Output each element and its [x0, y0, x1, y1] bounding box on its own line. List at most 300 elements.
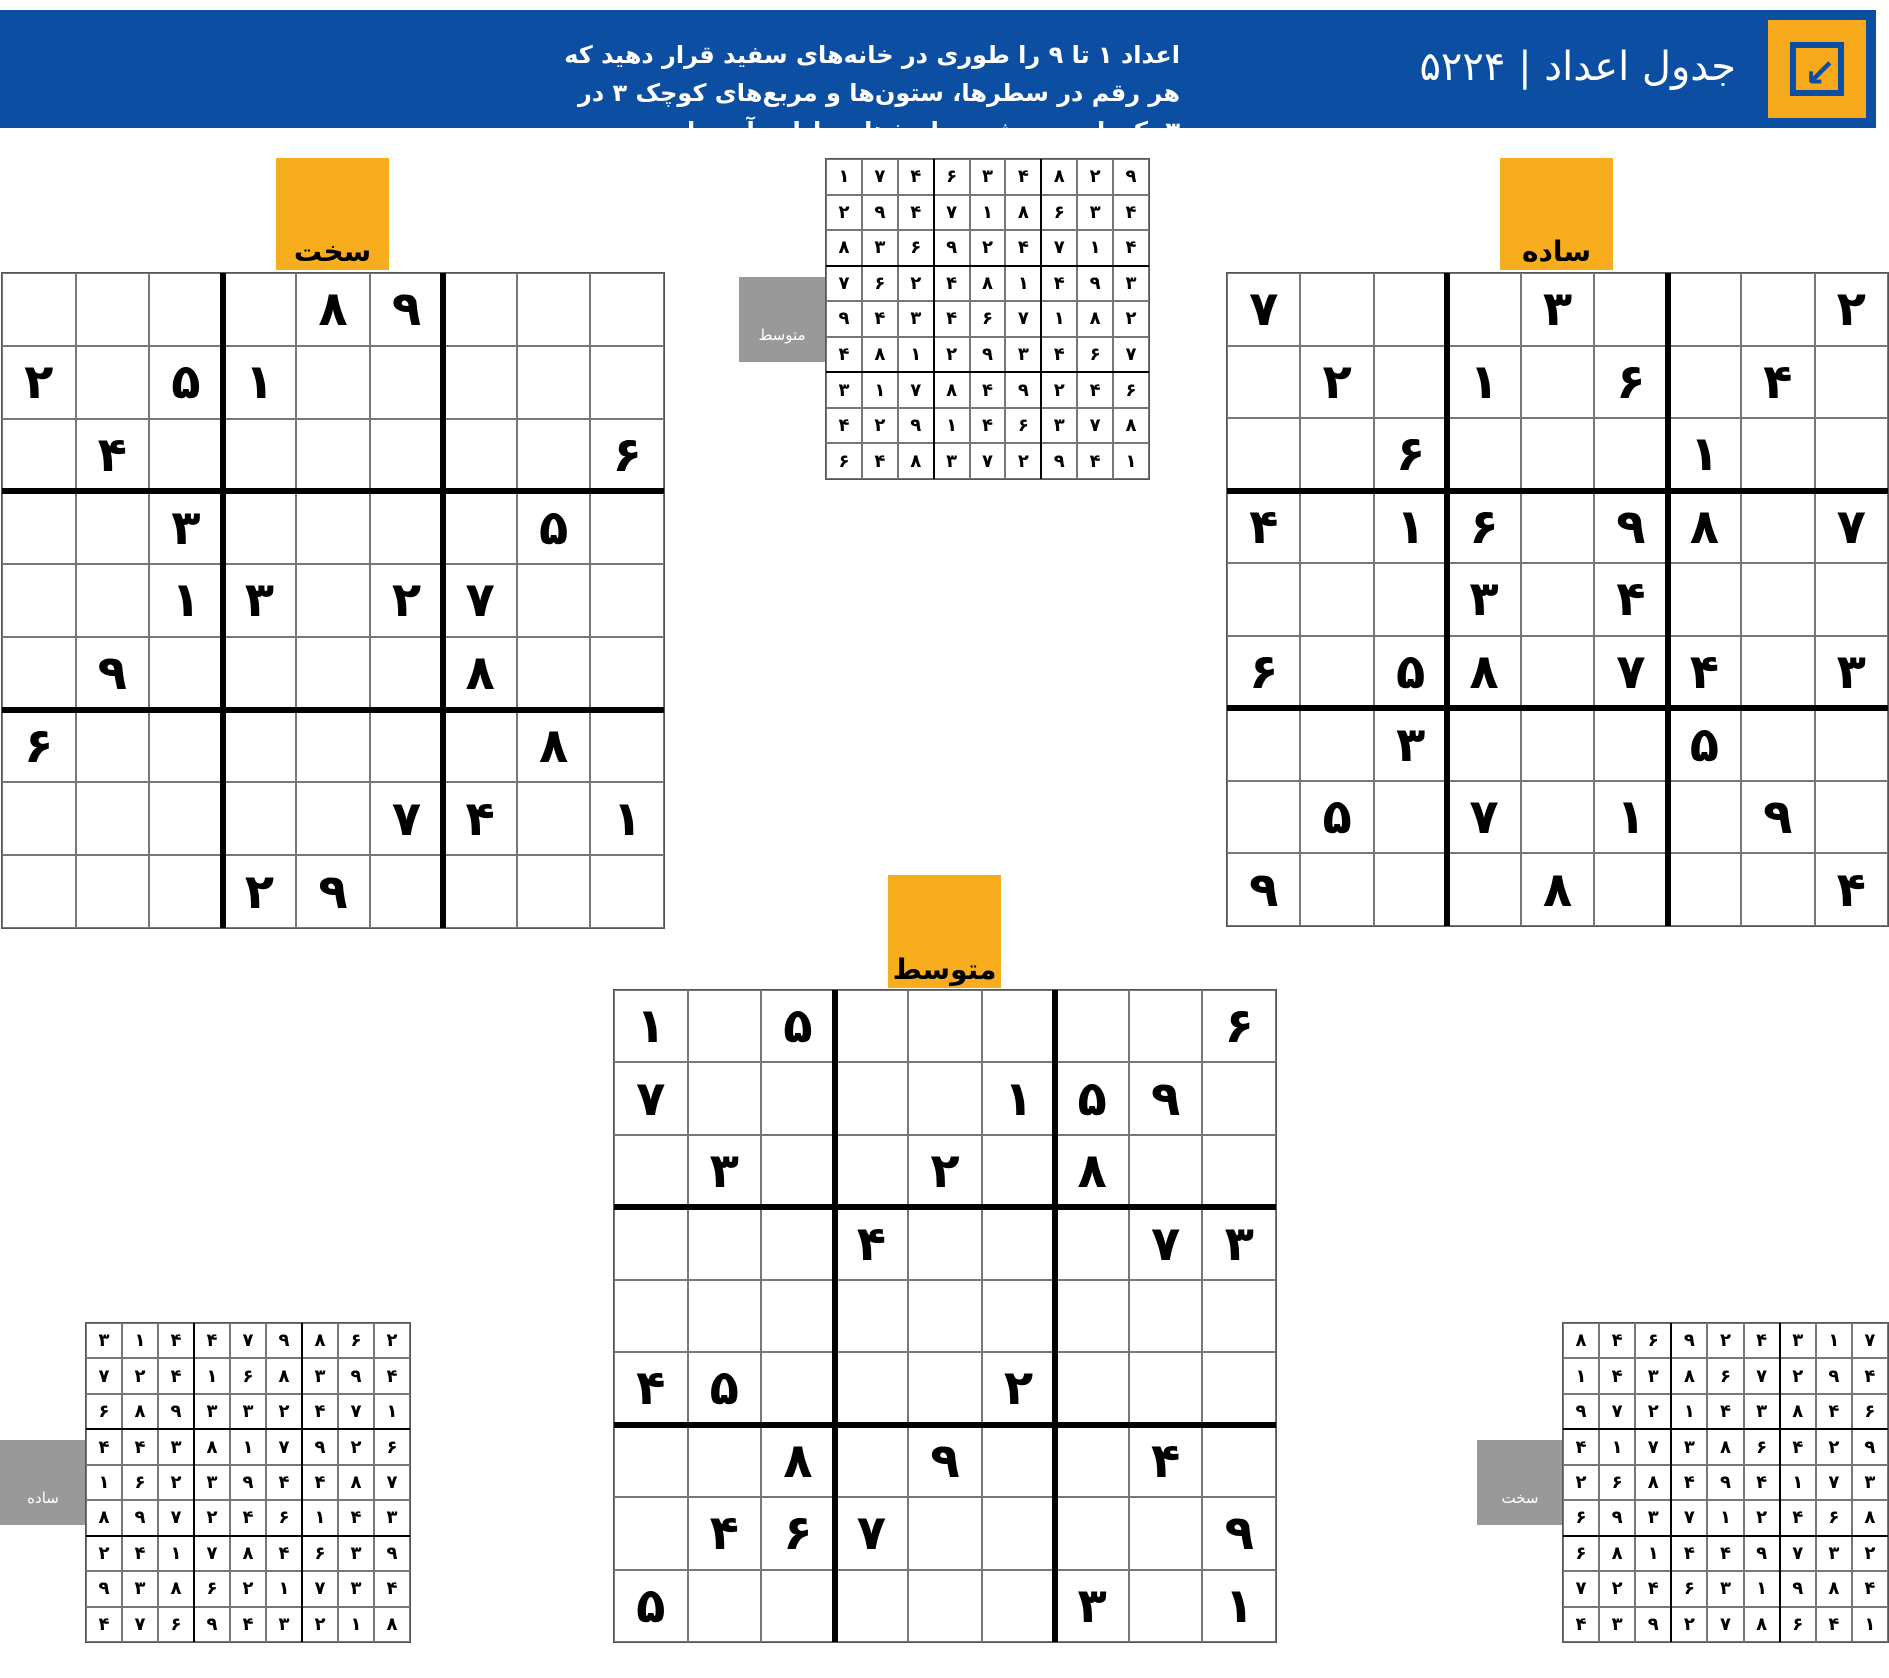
medium-puzzle-cell [1129, 1352, 1203, 1424]
answer-medium-cell: ۸ [862, 337, 898, 373]
answer-medium-cell: ۴ [826, 337, 862, 373]
answer-easy-cell: ۲ [302, 1607, 338, 1642]
hard-puzzle-cell [517, 637, 591, 710]
box-divider-horizontal [86, 1428, 410, 1430]
medium-puzzle-cell [1202, 1135, 1276, 1207]
answer-easy-cell: ۲ [158, 1465, 194, 1500]
box-divider-horizontal [1563, 1428, 1888, 1430]
easy-puzzle-cell [1668, 853, 1741, 926]
medium-puzzle-cell [1129, 1570, 1203, 1642]
hard-puzzle-cell [149, 273, 223, 346]
hard-puzzle-cell [370, 855, 444, 928]
medium-puzzle-cell: ۷ [835, 1497, 909, 1569]
medium-puzzle-cell: ۵ [688, 1352, 762, 1424]
box-divider-vertical [301, 1323, 303, 1642]
hard-puzzle-cell: ۸ [517, 710, 591, 783]
answer-hard-cell: ۴ [1852, 1358, 1888, 1393]
medium-puzzle-cell [908, 1280, 982, 1352]
answer-medium-cell: ۶ [1113, 372, 1149, 408]
box-divider-horizontal [614, 1422, 1276, 1428]
box-divider-horizontal [826, 265, 1149, 267]
hard-puzzle-cell [296, 564, 370, 637]
answer-hard-cell: ۸ [1780, 1394, 1816, 1429]
hard-puzzle-cell: ۶ [2, 710, 76, 783]
medium-puzzle-cell [1202, 1280, 1276, 1352]
answer-easy-cell: ۶ [86, 1394, 122, 1429]
answer-hard-cell: ۶ [1816, 1500, 1852, 1535]
hard-puzzle-cell [296, 637, 370, 710]
hard-puzzle-cell [223, 419, 297, 492]
easy-puzzle-cell [1815, 708, 1888, 781]
answer-hard-cell: ۲ [1599, 1571, 1635, 1606]
answer-medium-cell: ۷ [1077, 408, 1113, 444]
medium-puzzle-cell [1202, 1352, 1276, 1424]
medium-puzzle-cell [688, 1207, 762, 1279]
medium-puzzle-cell [1055, 1497, 1129, 1569]
answer-medium-cell: ۹ [1041, 443, 1077, 479]
answer-easy-cell: ۱ [374, 1394, 410, 1429]
medium-puzzle-cell: ۴ [835, 1207, 909, 1279]
answer-medium-cell: ۴ [1113, 230, 1149, 266]
medium-puzzle-cell: ۳ [688, 1135, 762, 1207]
answer-easy-cell: ۲ [230, 1571, 266, 1606]
answer-hard-cell: ۹ [1852, 1429, 1888, 1464]
hard-puzzle-cell [296, 346, 370, 419]
hard-puzzle-cell: ۶ [590, 419, 664, 492]
answer-easy-cell: ۴ [86, 1607, 122, 1642]
answer-easy-cell: ۴ [266, 1536, 302, 1571]
answer-medium-cell: ۱ [826, 159, 862, 195]
answer-hard-cell: ۷ [1563, 1571, 1599, 1606]
easy-puzzle-cell: ۴ [1594, 563, 1667, 636]
hard-puzzle-cell [443, 346, 517, 419]
answer-hard-cell: ۱ [1852, 1607, 1888, 1642]
answer-medium-cell: ۳ [862, 230, 898, 266]
answer-medium-cell: ۴ [1077, 372, 1113, 408]
medium-puzzle-cell: ۶ [1202, 990, 1276, 1062]
box-divider-vertical [933, 159, 935, 479]
answer-medium-label: متوسط [739, 277, 825, 362]
medium-puzzle-cell [1129, 1280, 1203, 1352]
answer-hard-cell: ۷ [1780, 1536, 1816, 1571]
answer-hard-cell: ۴ [1744, 1323, 1780, 1358]
easy-puzzle-cell [1300, 273, 1373, 346]
medium-puzzle-grid [613, 989, 1277, 1643]
medium-puzzle-cell [688, 1280, 762, 1352]
answer-medium-cell: ۷ [970, 443, 1006, 479]
answer-hard-cell: ۸ [1671, 1358, 1707, 1393]
box-divider-horizontal [2, 707, 664, 713]
hard-puzzle-cell [2, 855, 76, 928]
easy-puzzle-cell [1741, 853, 1814, 926]
hard-puzzle-cell [223, 491, 297, 564]
hard-puzzle-cell [370, 637, 444, 710]
answer-hard-cell: ۲ [1780, 1358, 1816, 1393]
logo [1768, 20, 1866, 118]
answer-easy-cell: ۶ [338, 1323, 374, 1358]
answer-hard-cell: ۶ [1671, 1571, 1707, 1606]
hard-puzzle-cell [223, 637, 297, 710]
answer-hard-cell: ۴ [1780, 1500, 1816, 1535]
easy-puzzle-cell [1374, 563, 1447, 636]
answer-medium-cell: ۹ [862, 195, 898, 231]
easy-puzzle-cell: ۹ [1227, 853, 1300, 926]
answer-hard-cell: ۳ [1852, 1465, 1888, 1500]
hard-puzzle-cell [296, 419, 370, 492]
hard-puzzle-cell [296, 491, 370, 564]
answer-medium-cell: ۱ [1041, 301, 1077, 337]
easy-puzzle-cell [1668, 781, 1741, 854]
answer-medium-cell: ۶ [826, 443, 862, 479]
hard-puzzle-cell: ۲ [223, 855, 297, 928]
box-divider-vertical [1040, 159, 1042, 479]
hard-puzzle-cell: ۲ [2, 346, 76, 419]
answer-easy-cell: ۹ [86, 1571, 122, 1606]
answer-easy-cell: ۱ [230, 1429, 266, 1464]
hard-puzzle-cell [149, 782, 223, 855]
arrow-down-left-icon: ↙ [1790, 42, 1844, 96]
hard-puzzle-cell [370, 346, 444, 419]
answer-easy-cell: ۳ [374, 1500, 410, 1535]
answer-medium-cell: ۴ [970, 408, 1006, 444]
hard-puzzle-cell [370, 491, 444, 564]
answer-medium-cell: ۱ [862, 372, 898, 408]
easy-puzzle-cell [1374, 273, 1447, 346]
answer-medium-cell: ۳ [934, 443, 970, 479]
medium-puzzle-cell [761, 1062, 835, 1134]
easy-puzzle-cell [1521, 781, 1594, 854]
easy-puzzle-cell [1300, 636, 1373, 709]
answer-hard-cell: ۴ [1599, 1358, 1635, 1393]
hard-puzzle-cell [76, 710, 150, 783]
hard-puzzle-cell [149, 710, 223, 783]
hard-puzzle-cell [149, 419, 223, 492]
medium-puzzle-cell [761, 1135, 835, 1207]
answer-hard-cell: ۹ [1707, 1465, 1743, 1500]
answer-medium-cell: ۶ [862, 266, 898, 302]
hard-puzzle-cell [2, 491, 76, 564]
medium-puzzle-cell: ۶ [761, 1497, 835, 1569]
easy-puzzle-cell [1815, 781, 1888, 854]
answer-hard-cell: ۶ [1744, 1429, 1780, 1464]
answer-hard-cell: ۸ [1707, 1429, 1743, 1464]
answer-hard-cell: ۷ [1744, 1358, 1780, 1393]
answer-hard-cell: ۹ [1780, 1571, 1816, 1606]
answer-easy-cell: ۳ [230, 1394, 266, 1429]
hard-puzzle-cell [370, 710, 444, 783]
answer-easy-cell: ۳ [266, 1607, 302, 1642]
answer-hard-cell: ۳ [1780, 1323, 1816, 1358]
easy-puzzle-cell [1741, 491, 1814, 564]
easy-puzzle-cell [1594, 418, 1667, 491]
medium-puzzle-cell [1055, 1425, 1129, 1497]
answer-easy-cell: ۹ [158, 1394, 194, 1429]
answer-hard-cell: ۱ [1816, 1323, 1852, 1358]
easy-puzzle-cell [1374, 781, 1447, 854]
answer-easy-cell: ۴ [302, 1465, 338, 1500]
easy-puzzle-cell: ۴ [1668, 636, 1741, 709]
medium-puzzle-cell: ۴ [614, 1352, 688, 1424]
answer-easy-cell: ۴ [374, 1571, 410, 1606]
medium-puzzle-cell [1202, 1062, 1276, 1134]
answer-medium-cell: ۸ [970, 266, 1006, 302]
answer-easy-cell: ۱ [86, 1465, 122, 1500]
easy-puzzle-cell [1227, 418, 1300, 491]
answer-hard-cell: ۳ [1707, 1571, 1743, 1606]
easy-puzzle-cell [1594, 853, 1667, 926]
answer-hard-cell: ۴ [1780, 1429, 1816, 1464]
easy-puzzle-cell [1521, 563, 1594, 636]
answer-medium-cell: ۹ [898, 408, 934, 444]
answer-easy-cell: ۳ [338, 1571, 374, 1606]
medium-puzzle-cell: ۲ [908, 1135, 982, 1207]
medium-puzzle-cell [761, 1570, 835, 1642]
answer-easy-label: ساده [0, 1440, 86, 1525]
hard-puzzle-cell [2, 782, 76, 855]
hard-puzzle-cell: ۵ [149, 346, 223, 419]
hard-puzzle-cell [443, 419, 517, 492]
medium-puzzle-cell: ۱ [982, 1062, 1056, 1134]
easy-puzzle-cell: ۱ [1374, 491, 1447, 564]
box-divider-horizontal [826, 371, 1149, 373]
easy-puzzle-cell: ۷ [1815, 491, 1888, 564]
answer-medium-cell: ۴ [1113, 195, 1149, 231]
hard-puzzle-cell [443, 273, 517, 346]
easy-puzzle-cell [1741, 563, 1814, 636]
page-title: جدول اعداد | ۵۲۲۴ [1419, 44, 1736, 90]
answer-hard-cell: ۹ [1563, 1394, 1599, 1429]
medium-puzzle-cell [761, 1280, 835, 1352]
medium-puzzle-cell [835, 1352, 909, 1424]
answer-medium-cell: ۴ [862, 443, 898, 479]
easy-puzzle-cell: ۷ [1447, 781, 1520, 854]
easy-puzzle-cell: ۷ [1594, 636, 1667, 709]
hard-puzzle-cell [517, 564, 591, 637]
medium-puzzle-cell [688, 1425, 762, 1497]
answer-hard-cell: ۲ [1744, 1500, 1780, 1535]
box-divider-vertical [1665, 273, 1671, 926]
medium-puzzle-cell: ۸ [1055, 1135, 1129, 1207]
answer-hard-cell: ۱ [1635, 1536, 1671, 1571]
hard-puzzle-cell [443, 710, 517, 783]
answer-medium-cell: ۳ [1113, 266, 1149, 302]
answer-hard-cell: ۸ [1635, 1465, 1671, 1500]
hard-puzzle-cell [443, 855, 517, 928]
answer-medium-cell: ۲ [898, 266, 934, 302]
answer-medium-cell: ۶ [898, 230, 934, 266]
medium-puzzle-cell: ۸ [761, 1425, 835, 1497]
answer-hard-cell: ۸ [1816, 1571, 1852, 1606]
hard-puzzle-cell [2, 637, 76, 710]
medium-puzzle-cell [982, 1280, 1056, 1352]
answer-hard-cell: ۶ [1563, 1500, 1599, 1535]
medium-puzzle-cell [1055, 1207, 1129, 1279]
answer-medium-cell: ۸ [1005, 195, 1041, 231]
answer-easy-cell: ۴ [338, 1500, 374, 1535]
hard-puzzle-cell [76, 273, 150, 346]
answer-easy-cell: ۴ [302, 1394, 338, 1429]
medium-puzzle-cell [1129, 990, 1203, 1062]
answer-medium-cell: ۱ [934, 408, 970, 444]
answer-easy-cell: ۲ [374, 1323, 410, 1358]
easy-puzzle-cell: ۸ [1668, 491, 1741, 564]
answer-medium-cell: ۶ [1041, 195, 1077, 231]
answer-medium-cell: ۳ [970, 159, 1006, 195]
hard-puzzle-cell [590, 637, 664, 710]
answer-hard-cell: ۷ [1852, 1323, 1888, 1358]
easy-puzzle-cell [1521, 636, 1594, 709]
easy-puzzle-cell [1741, 636, 1814, 709]
hard-puzzle-cell [590, 855, 664, 928]
hard-puzzle-cell: ۴ [443, 782, 517, 855]
answer-easy-cell: ۸ [122, 1394, 158, 1429]
medium-puzzle-cell: ۱ [614, 990, 688, 1062]
medium-puzzle-cell [835, 1062, 909, 1134]
answer-medium-cell: ۷ [1041, 230, 1077, 266]
answer-easy-cell: ۹ [302, 1429, 338, 1464]
answer-easy-cell: ۷ [302, 1571, 338, 1606]
answer-medium-cell: ۲ [826, 195, 862, 231]
hard-puzzle-cell [149, 637, 223, 710]
answer-easy-cell: ۸ [374, 1607, 410, 1642]
answer-hard-cell: ۶ [1635, 1323, 1671, 1358]
answer-hard-cell: ۱ [1780, 1465, 1816, 1500]
answer-medium-cell: ۶ [1077, 337, 1113, 373]
hard-puzzle-cell: ۹ [76, 637, 150, 710]
hard-puzzle-cell [296, 710, 370, 783]
medium-puzzle-cell [908, 1062, 982, 1134]
hard-puzzle-cell [590, 273, 664, 346]
answer-medium-cell: ۷ [862, 159, 898, 195]
answer-easy-cell: ۹ [374, 1536, 410, 1571]
medium-puzzle-cell: ۴ [688, 1497, 762, 1569]
easy-puzzle-cell: ۶ [1374, 418, 1447, 491]
answer-hard-cell: ۶ [1707, 1358, 1743, 1393]
hard-puzzle-cell: ۷ [443, 564, 517, 637]
box-divider-vertical [220, 273, 226, 928]
medium-puzzle-cell: ۳ [1055, 1570, 1129, 1642]
hard-puzzle-cell [76, 564, 150, 637]
medium-puzzle-cell [835, 1280, 909, 1352]
answer-medium-cell: ۸ [1077, 301, 1113, 337]
answer-hard-cell: ۶ [1563, 1536, 1599, 1571]
medium-puzzle-cell [614, 1425, 688, 1497]
answer-medium-cell: ۴ [898, 159, 934, 195]
answer-medium-cell: ۶ [970, 301, 1006, 337]
answer-medium-cell: ۴ [1041, 337, 1077, 373]
hard-puzzle-cell [517, 782, 591, 855]
box-divider-vertical [1052, 990, 1058, 1642]
answer-medium-cell: ۹ [1005, 372, 1041, 408]
hard-puzzle-cell: ۳ [223, 564, 297, 637]
medium-puzzle-cell: ۵ [761, 990, 835, 1062]
answer-hard-cell: ۱ [1707, 1500, 1743, 1535]
answer-hard-cell: ۹ [1816, 1358, 1852, 1393]
answer-hard-cell: ۴ [1563, 1429, 1599, 1464]
answer-hard-cell: ۷ [1599, 1394, 1635, 1429]
answer-medium-cell: ۶ [1005, 408, 1041, 444]
easy-puzzle-cell: ۸ [1447, 636, 1520, 709]
answer-easy-cell: ۶ [122, 1465, 158, 1500]
answer-hard-cell: ۲ [1816, 1429, 1852, 1464]
easy-puzzle-cell [1227, 563, 1300, 636]
answer-easy-cell: ۷ [266, 1429, 302, 1464]
hard-puzzle-cell [76, 346, 150, 419]
medium-puzzle-cell [614, 1497, 688, 1569]
answer-medium-cell: ۳ [1005, 337, 1041, 373]
easy-puzzle-cell: ۳ [1447, 563, 1520, 636]
easy-puzzle-cell [1447, 273, 1520, 346]
easy-puzzle-cell [1300, 563, 1373, 636]
answer-easy-cell: ۳ [158, 1429, 194, 1464]
answer-easy-cell: ۲ [86, 1536, 122, 1571]
hard-puzzle-cell [2, 419, 76, 492]
answer-easy-cell: ۳ [194, 1394, 230, 1429]
easy-puzzle-cell: ۷ [1227, 273, 1300, 346]
medium-puzzle-cell [982, 1497, 1056, 1569]
easy-puzzle-label: ساده [1500, 158, 1613, 270]
easy-puzzle-cell [1227, 781, 1300, 854]
easy-puzzle-cell: ۴ [1227, 491, 1300, 564]
answer-medium-cell: ۴ [970, 372, 1006, 408]
answer-hard-cell: ۳ [1635, 1358, 1671, 1393]
hard-puzzle-cell [76, 491, 150, 564]
answer-easy-cell: ۹ [338, 1358, 374, 1393]
hard-puzzle-cell [149, 855, 223, 928]
medium-puzzle-cell [1055, 1352, 1129, 1424]
hard-puzzle-cell [590, 491, 664, 564]
answer-easy-cell: ۴ [194, 1323, 230, 1358]
answer-easy-cell: ۶ [230, 1358, 266, 1393]
box-divider-horizontal [1563, 1535, 1888, 1537]
answer-easy-cell: ۲ [194, 1500, 230, 1535]
answer-hard-cell: ۹ [1599, 1500, 1635, 1535]
answer-medium-cell: ۳ [1077, 195, 1113, 231]
easy-puzzle-cell: ۲ [1815, 273, 1888, 346]
hard-puzzle-grid [1, 272, 665, 929]
medium-puzzle-cell [688, 990, 762, 1062]
answer-easy-cell: ۴ [158, 1358, 194, 1393]
easy-puzzle-cell: ۴ [1815, 853, 1888, 926]
easy-puzzle-cell: ۴ [1741, 346, 1814, 419]
hard-puzzle-cell: ۴ [76, 419, 150, 492]
easy-puzzle-cell [1594, 708, 1667, 781]
answer-easy-cell: ۳ [302, 1358, 338, 1393]
answer-hard-cell: ۴ [1563, 1607, 1599, 1642]
easy-puzzle-cell: ۳ [1815, 636, 1888, 709]
hard-puzzle-cell [2, 564, 76, 637]
easy-puzzle-cell [1227, 708, 1300, 781]
answer-medium-cell: ۴ [1005, 230, 1041, 266]
hard-puzzle-cell [370, 419, 444, 492]
answer-medium-cell: ۲ [970, 230, 1006, 266]
hard-puzzle-cell [76, 782, 150, 855]
answer-easy-cell: ۲ [266, 1394, 302, 1429]
answer-hard-cell: ۴ [1852, 1571, 1888, 1606]
answer-easy-cell: ۹ [230, 1465, 266, 1500]
hard-puzzle-cell [223, 710, 297, 783]
medium-puzzle-cell [908, 1207, 982, 1279]
answer-easy-cell: ۴ [86, 1429, 122, 1464]
medium-puzzle-cell [1202, 1425, 1276, 1497]
box-divider-horizontal [86, 1535, 410, 1537]
medium-puzzle-cell [982, 1135, 1056, 1207]
answer-medium-cell: ۴ [934, 266, 970, 302]
answer-easy-cell: ۸ [158, 1571, 194, 1606]
answer-medium-cell: ۲ [862, 408, 898, 444]
answer-easy-cell: ۳ [194, 1465, 230, 1500]
answer-medium-cell: ۸ [1041, 159, 1077, 195]
